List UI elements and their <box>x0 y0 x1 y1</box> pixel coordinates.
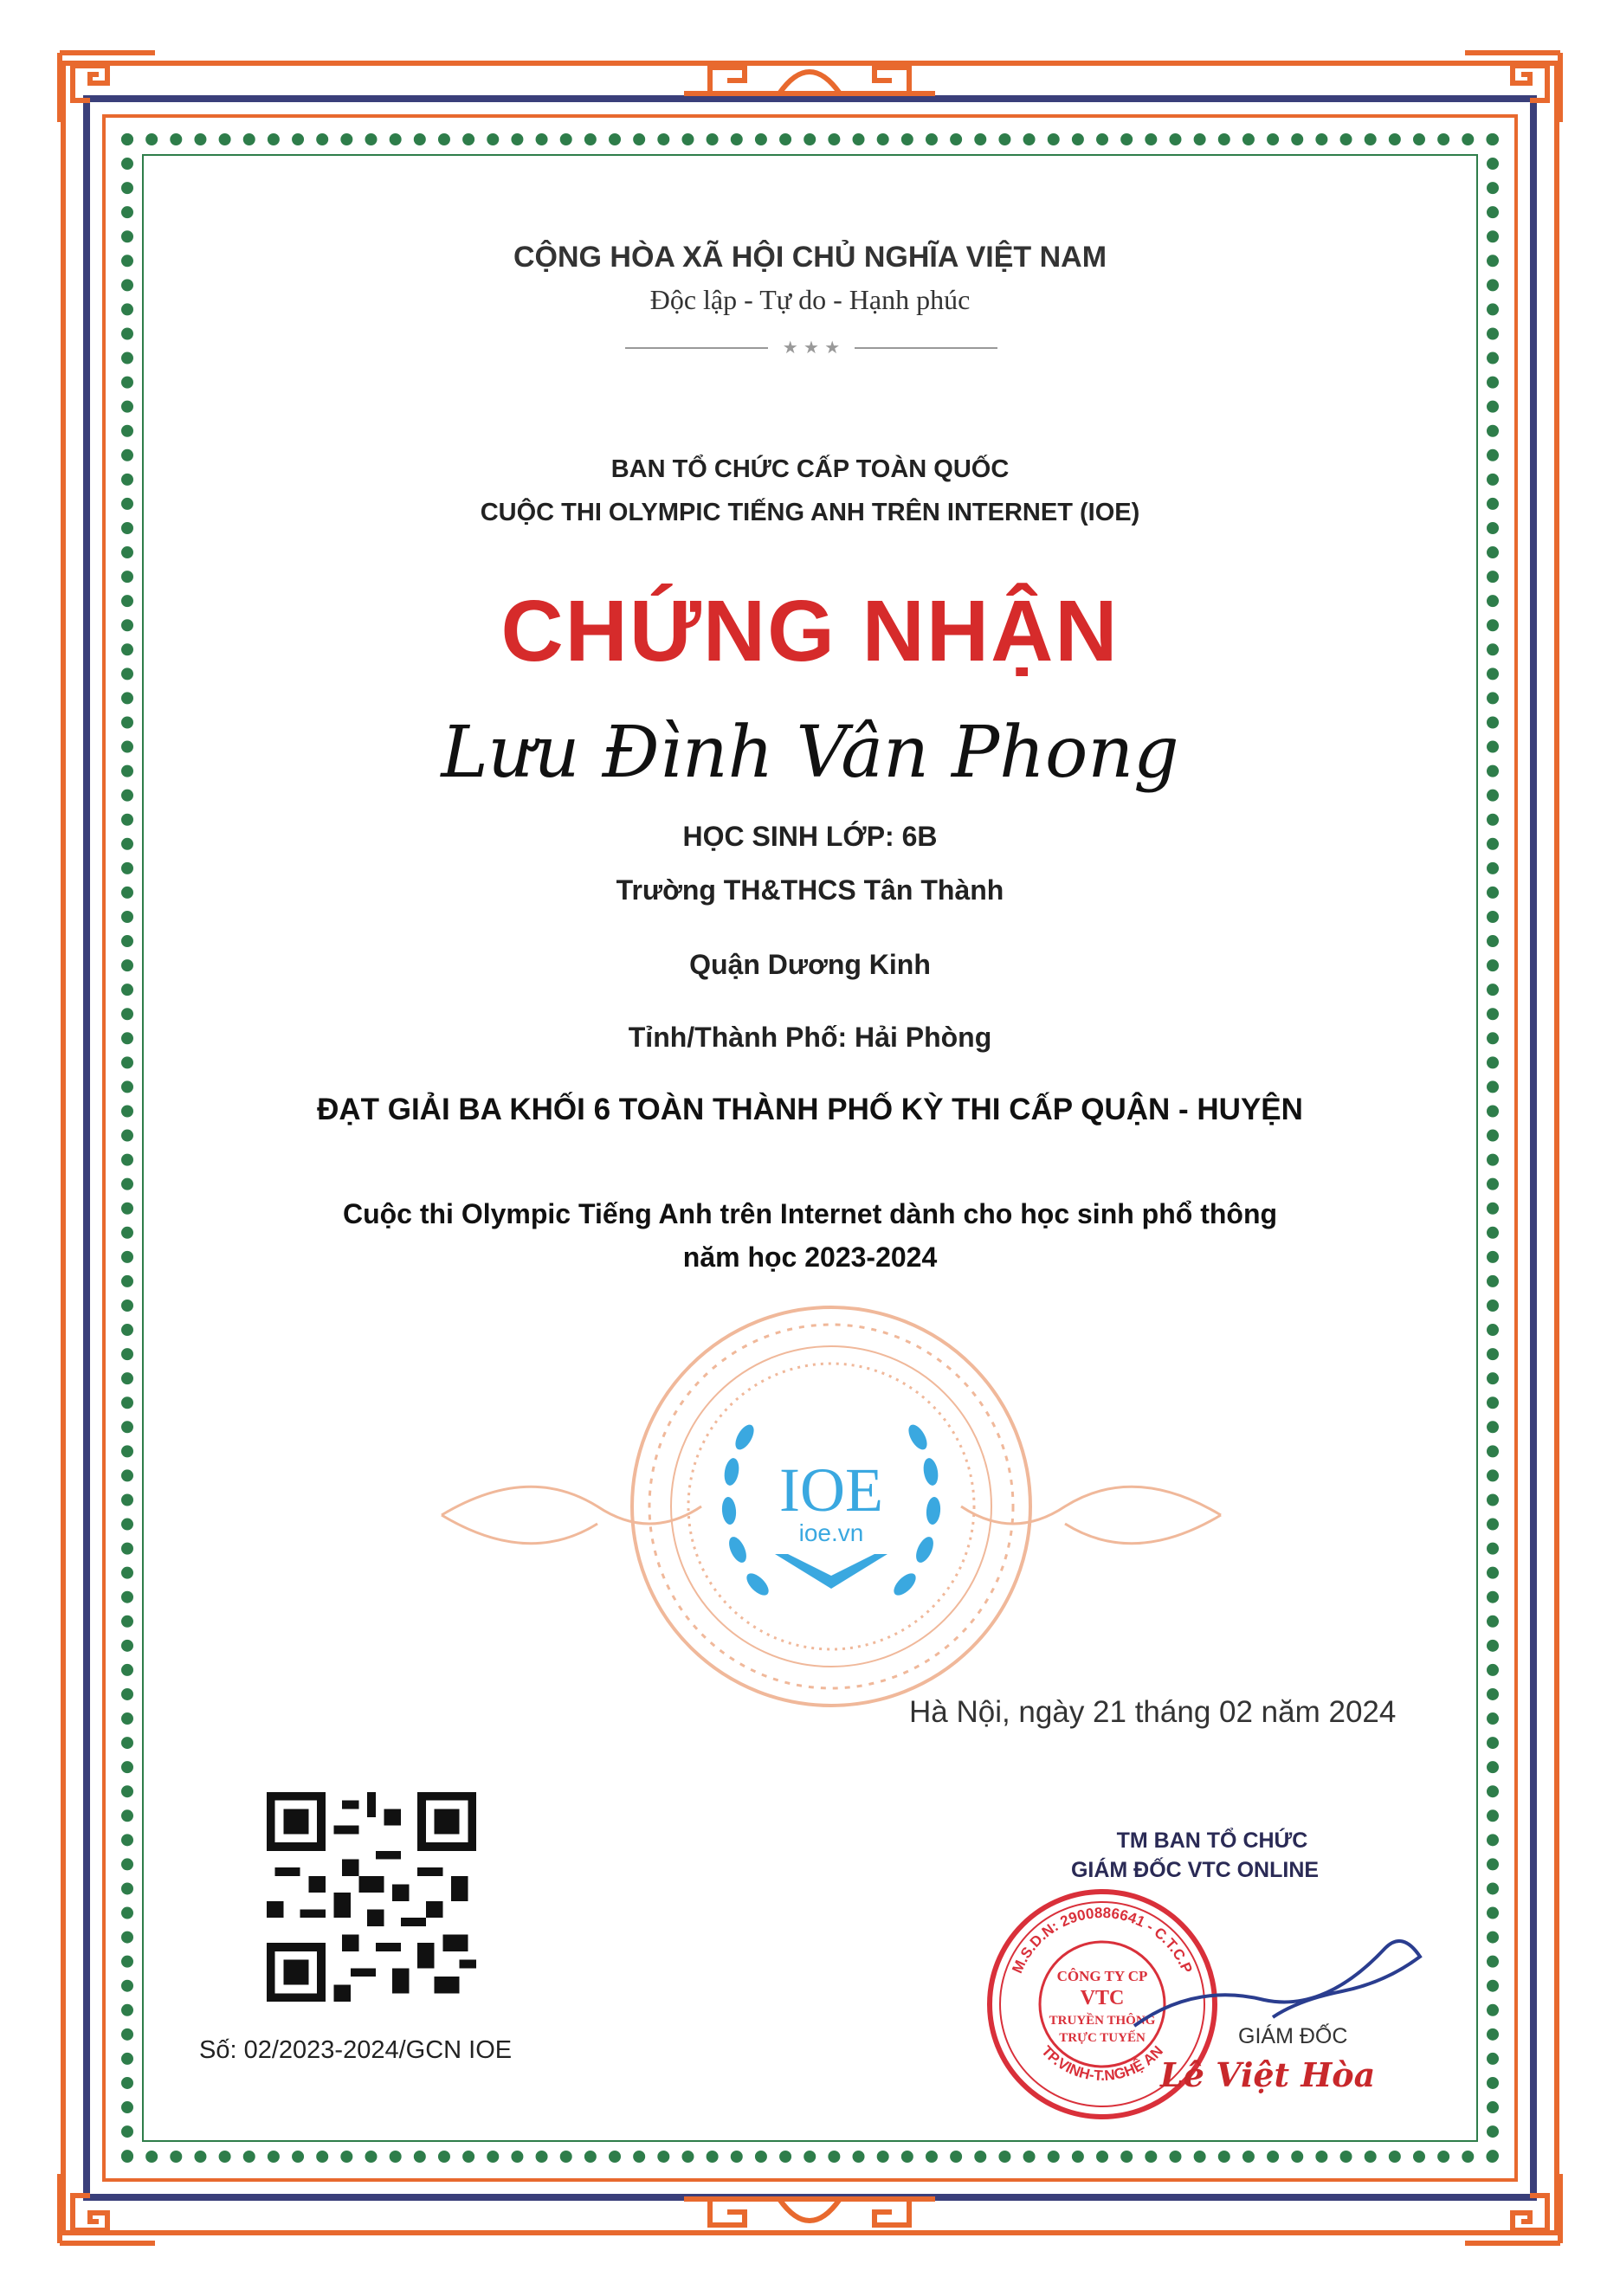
class-line: HỌC SINH LỚP: 6B <box>682 821 938 852</box>
serial-number: Số: 02/2023-2024/GCN IOE <box>199 2036 513 2064</box>
corner-ornament-top-right <box>1461 48 1565 126</box>
organizer-line-2: CUỘC THI OLYMPIC TIẾNG ANH TRÊN INTERNET (IOE) <box>480 499 1140 526</box>
motto: Độc lập - Tự do - Hạnh phúc <box>649 284 971 315</box>
corner-ornament-bottom-right <box>1461 2170 1565 2248</box>
seal-line3: TRUYỀN THÔNG <box>1049 2014 1156 2028</box>
issue-date: Hà Nội, ngày 21 tháng 02 năm 2024 <box>909 1695 1397 1729</box>
corner-ornament-top-left <box>55 48 159 126</box>
corner-ornament-bottom-left <box>55 2170 159 2248</box>
qr-code <box>267 1792 476 2002</box>
seal-ring-text: M.S.D.N: 2900886641 - C.T.C.P <box>1009 1904 1196 1977</box>
signer-title: GIÁM ĐỐC <box>1238 2024 1348 2048</box>
contest-line-1: Cuộc thi Olympic Tiếng Anh trên Internet dành cho học sinh phổ thông <box>342 1198 1278 1229</box>
award-line: ĐẠT GIẢI BA KHỐI 6 TOÀN THÀNH PHỐ KỲ THI CẤP QUẬN - HUYỆN <box>317 1093 1303 1126</box>
nation-heading: CỘNG HÒA XÃ HỘI CHỦ NGHĨA VIỆT NAM <box>513 241 1107 274</box>
contest-line-2: năm học 2023-2024 <box>682 1242 938 1273</box>
seal-bottom-text: TP.VINH-T.NGHỆ AN <box>1038 2042 1166 2085</box>
chevron-down-icon <box>775 1554 887 1589</box>
organizer-line-1: BAN TỔ CHỨC CẤP TOÀN QUỐC <box>610 455 1010 483</box>
ioe-logo-text: IOE <box>779 1455 883 1525</box>
seal-company: CÔNG TY CP <box>1056 1968 1148 1984</box>
recipient-name: Lưu Đình Vân Phong <box>441 712 1179 794</box>
ioe-emblem <box>424 1290 1238 1723</box>
province-line: Tỉnh/Thành Phố: Hải Phòng <box>628 1022 992 1053</box>
signature-org-line-1: TM BAN TỔ CHỨC <box>1116 1828 1308 1853</box>
stars-separator <box>625 339 997 357</box>
certificate-title: CHỨNG NHẬN <box>500 583 1120 680</box>
signature-org-line-2: GIÁM ĐỐC VTC ONLINE <box>1070 1858 1320 1882</box>
top-center-ornament <box>675 50 944 102</box>
signer-name: Lê Việt Hòa <box>1160 2055 1376 2094</box>
district-line: Quận Dương Kinh <box>689 949 931 980</box>
seal-brand: VTC <box>1080 1987 1125 2009</box>
bottom-center-ornament <box>675 2190 944 2242</box>
school-line: Trường TH&THCS Tân Thành <box>616 874 1004 906</box>
seal-line4: TRỰC TUYẾN <box>1059 2031 1146 2045</box>
svg-text:★ ★ ★: ★ ★ ★ <box>782 339 841 357</box>
ioe-logo-sub: ioe.vn <box>798 1519 864 1546</box>
